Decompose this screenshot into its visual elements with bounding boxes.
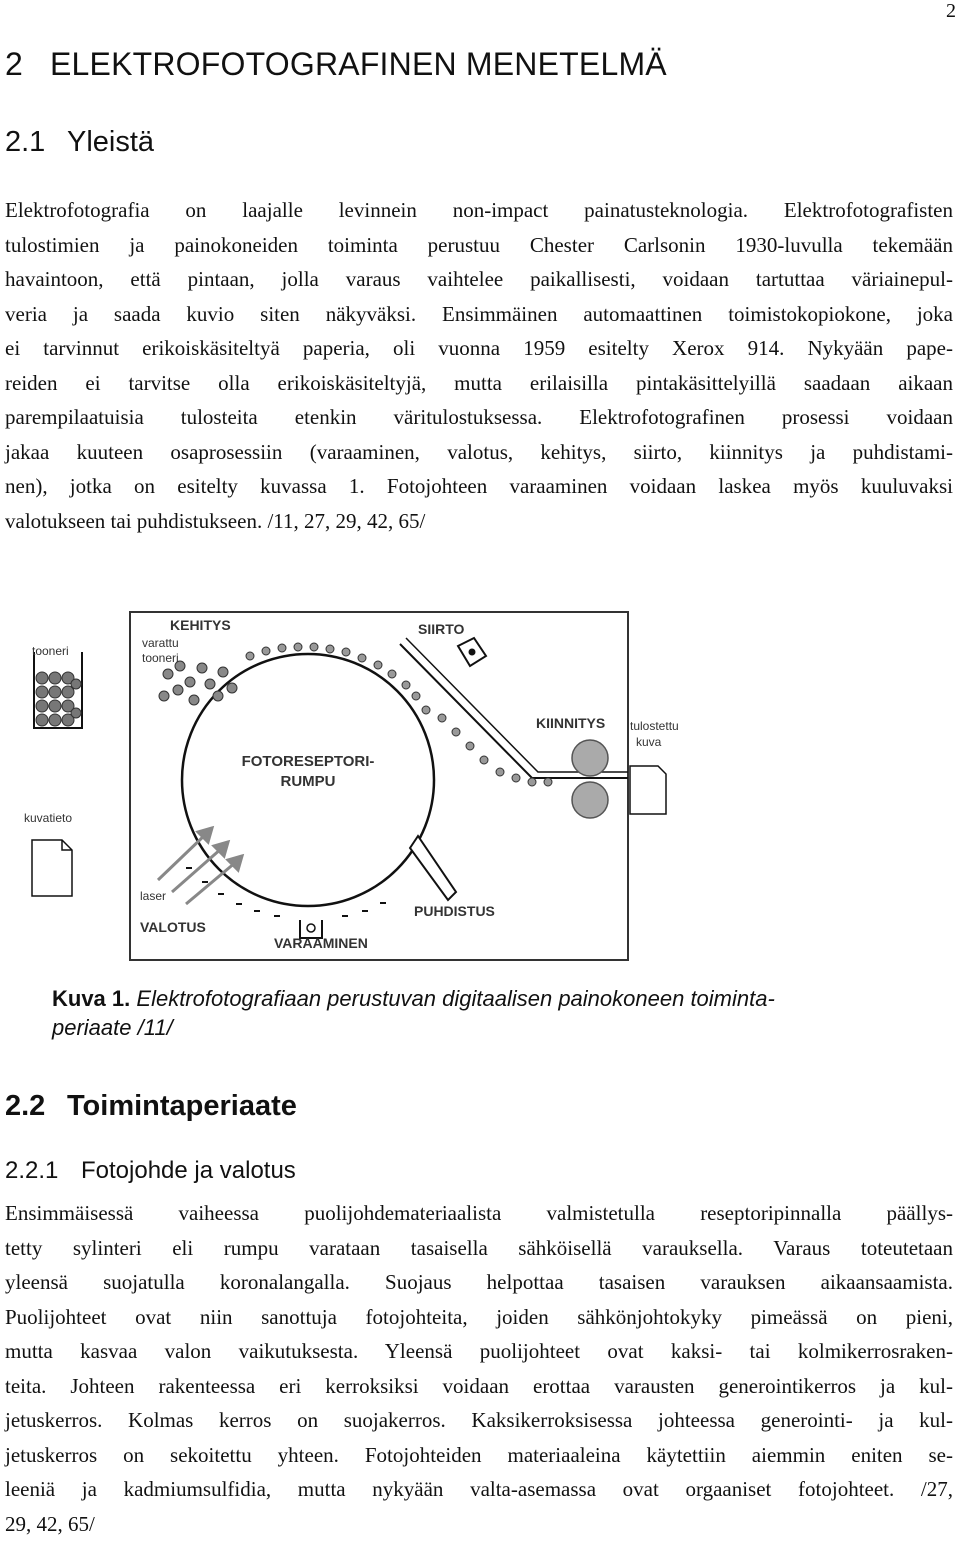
paragraph-line: veria ja saada kuvio siten näkyväksi. Ensimmäinen automaattinen toimistokopiokone, joka <box>5 297 953 332</box>
chapter-heading <box>5 46 667 83</box>
label-siirto: SIIRTO <box>418 621 465 637</box>
fuser-roller-top <box>572 740 608 776</box>
section-number: 2.1 <box>5 126 67 159</box>
caption-label: Kuva 1. <box>52 986 130 1011</box>
drum-label-line2: RUMPU <box>281 773 336 790</box>
caption-text-line2: periaate /11/ <box>52 1015 173 1040</box>
printed-image-document-icon <box>630 766 666 814</box>
label-laser: laser <box>140 889 166 903</box>
section-title: Toimintaperiaate <box>67 1090 297 1122</box>
section-title: Yleistä <box>67 126 154 158</box>
paragraph-line: teita. Johteen rakenteessa eri kerroksiksi voidaan erottaa varausten generointikerros ja kul- <box>5 1369 953 1404</box>
toner-container <box>34 652 82 728</box>
paragraph-line: tulostimien ja painokoneiden toiminta perustuu Chester Carlsonin 1930-luvulla tekemään <box>5 228 953 263</box>
electrophotography-diagram <box>18 600 668 970</box>
paragraph-line: Puolijohteet ovat niin sanottuja fotojohteita, joiden sähkönjohtokyky pimeässä on pieni, <box>5 1300 953 1335</box>
body-paragraph-2 <box>5 1196 953 1541</box>
section-heading-2-1 <box>5 126 154 159</box>
label-valotus: VALOTUS <box>140 919 206 935</box>
label-puhdistus: PUHDISTUS <box>414 903 495 919</box>
paragraph-line: Ensimmäisessä vaiheessa puolijohdemateriaalista valmistetulla reseptoripinnalla päällys- <box>5 1196 953 1231</box>
label-kehitys: KEHITYS <box>170 617 231 633</box>
paragraph-line: tetty sylinteri eli rumpu varataan tasaisella sähköisellä varauksella. Varaus toteutetaan <box>5 1231 953 1266</box>
paragraph-line: havaintoon, että pintaan, jolla varaus vaihtelee paikallisesti, voidaan tartuttaa väriainepul- <box>5 262 953 297</box>
chapter-number: 2 <box>5 46 50 83</box>
paragraph-line: reiden ei tarvitse olla erikoiskäsiteltyjä, mutta erilaisilla pintakäsittelyillä saadaan aikaan <box>5 366 953 401</box>
drum-label-line1: FOTORESEPTORI- <box>242 753 375 770</box>
paragraph-line: ei tarvinnut erikoiskäsiteltyä paperia, oli vuonna 1959 esitelty Xerox 914. Nykyään pape- <box>5 331 953 366</box>
label-kuva: kuva <box>636 735 662 749</box>
paragraph-line: parempilaatuisia tulosteita etenkin väritulostuksessa. Elektrofotografinen prosessi voidaan <box>5 400 953 435</box>
label-varattu: varattu <box>142 636 179 650</box>
paragraph-line: nen), jotka on esitelty kuvassa 1. Fotojohteen varaaminen voidaan laskea myös kuuluvaksi <box>5 469 953 504</box>
image-data-document-icon <box>32 840 72 896</box>
label-tulostettu: tulostettu <box>630 719 679 733</box>
paragraph-line: leeniä ja kadmiumsulfidia, mutta nykyään valta-asemassa ovat orgaaniset fotojohteet. /27, <box>5 1472 953 1507</box>
paragraph-line: mutta kasvaa valon vaikutuksesta. Yleensä puolijohteet ovat kaksi- tai kolmikerrosraken- <box>5 1334 953 1369</box>
paragraph-line: 29, 42, 65/ <box>5 1507 953 1541</box>
body-paragraph-1 <box>5 193 953 538</box>
paragraph-line: jetuskerros. Kolmas kerros on suojakerros. Kaksikerroksisessa johteessa generointi- ja kul- <box>5 1403 953 1438</box>
section-number: 2.2 <box>5 1090 67 1123</box>
label-tooneri-charged: tooneri <box>142 651 179 665</box>
paragraph-line: jetuskerros on sekoitettu yhteen. Fotojohteiden materiaaleina käytettiin aiemmin eniten se- <box>5 1438 953 1473</box>
caption-text-line1: Elektrofotografiaan perustuvan digitaalisen painokoneen toiminta- <box>136 986 774 1011</box>
label-varaaminen: VARAAMINEN <box>274 935 368 951</box>
figure-caption <box>52 984 912 1042</box>
label-kiinnitys: KIINNITYS <box>536 715 605 731</box>
paragraph-line: jakaa kuuteen osaprosessiin (varaaminen, valotus, kehitys, siirto, kiinnitys ja puhdistami- <box>5 435 953 470</box>
chapter-title: ELEKTROFOTOGRAFINEN MENETELMÄ <box>50 46 667 82</box>
section-heading-2-2 <box>5 1090 297 1123</box>
subsection-title: Fotojohde ja valotus <box>81 1157 296 1184</box>
label-kuvatieto: kuvatieto <box>24 811 72 825</box>
subsection-number: 2.2.1 <box>5 1157 81 1185</box>
subsection-heading-2-2-1 <box>5 1157 296 1185</box>
toner-label: tooneri <box>32 644 69 658</box>
paragraph-line: yleensä suojatulla koronalangalla. Suojaus helpottaa tasaisen varauksen aikaansaamista. <box>5 1265 953 1300</box>
page-number: 2 <box>946 0 956 23</box>
paragraph-line: valotukseen tai puhdistukseen. /11, 27, 29, 42, 65/ <box>5 504 953 539</box>
paragraph-line: Elektrofotografia on laajalle levinnein non-impact painatusteknologia. Elektrofotografisten <box>5 193 953 228</box>
fuser-roller-bottom <box>572 782 608 818</box>
